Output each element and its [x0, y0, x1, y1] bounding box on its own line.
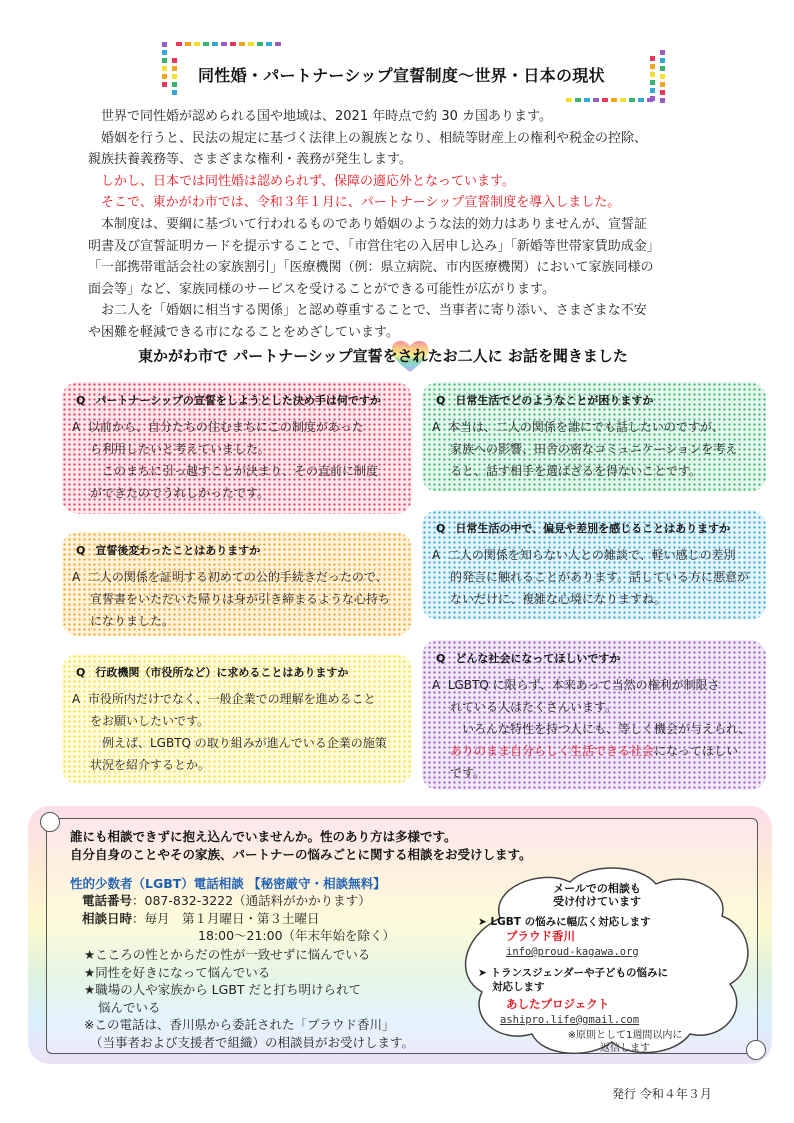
title-deco-right	[650, 56, 655, 104]
page-title: 同性婚・パートナーシップ宣誓制度～世界・日本の現状	[198, 66, 605, 85]
intro-p6b: や困難を軽減できる市になることをめざしています。	[88, 324, 399, 340]
qa-card-government	[62, 654, 412, 784]
answer: A 二人の関係を証明する初めての公的手続きだったので、 宣誓書をいただいた帰りは身が引き締まるような心持ち になりました。	[72, 570, 391, 628]
title-deco-left2	[172, 58, 177, 98]
question: Q 宣誓後変わったことはありますか	[76, 544, 261, 557]
email-link-proud[interactable]: info@proud-kagawa.org	[506, 946, 639, 958]
intro-p1: 世界で同性婚が認められる国や地域は、2021 年時点で約 30 カ国あります。	[101, 109, 552, 124]
intro-p5b: 明書及び宣誓証明カードを提示することで、「市営住宅の入居申し込み」「新婚等世帯家賃助成金」	[88, 238, 660, 254]
consult-topics: ★こころの性とからだの性が一致せずに悩んでいる ★同性を好きになって悩んでいる ★職場の人や家族から LGBT だと打ち明けられて 悩んでいる ※この電話は、香川県から委託された「プラウド香川」 （当事者および支援者で組織）の相談員がお受けします。	[84, 947, 415, 1050]
phone-info: 電話番号：087-832-3222（通話料がかかります） 相談日時：毎月 第１月曜日・第３土曜日 18:00～21:00（年末年始を除く）	[82, 893, 396, 943]
answer: A 市役所内だけでなく、一般企業での理解を進めること をお願いしたいです。 例えば、LGBTQ の取り組みが進んでいる企業の施策 状況を紹介するとか。	[72, 692, 387, 772]
question: Q パートナーシップの宣誓をしようとした決め手は何ですか	[76, 394, 381, 407]
mail-service-2: ➤ トランスジェンダーや子どもの悩みに 対応します	[478, 967, 669, 993]
question: Q 日常生活でどのようなことが困りますか	[436, 394, 654, 407]
intro-p5d: 面会等」など、家族同様のサービスを受けることができる可能性が広がります。	[88, 281, 555, 297]
intro-p6a: お二人を「婚姻に相当する関係」と認め尊重することで、当事者に寄り添い、さまざまな不安	[101, 303, 647, 319]
question: Q どんな社会になってほしいですか	[436, 652, 621, 665]
answer: A LGBTQ に限らず、本来あって当然の権利が制限さ れている人はたくさんいます。 いろんな特性を持つ人にも、等しく機会が与えられ、 ありのまま自分らしく生活できる社会になってほしい です。	[432, 678, 751, 780]
qa-card-prejudice	[422, 510, 766, 620]
qa-card-daily-trouble	[422, 382, 766, 492]
intro-p5c: 「一部携帯電話会社の家族割引」「医療機関（例：県立病院、市内医療機関）において家族同様の	[88, 260, 654, 276]
title-deco-bottom	[566, 98, 653, 102]
intro-p2b: 親族扶養義務等、さまざまな権利・義務が発生します。	[88, 152, 412, 168]
section-heading: 東かがわ市で パートナーシップ宣誓をされたお二人に お話を聞きました	[138, 347, 628, 365]
issue-date: 発行 令和４年３月	[612, 1087, 712, 1101]
question: Q 行政機関（市役所など）に求めることはありますか	[76, 666, 349, 679]
qa-card-after-oath	[62, 532, 412, 636]
reply-note: ※原則として1週間以内に 返信します	[567, 1030, 683, 1054]
intro-p3: しかし、日本では同性婚は認められず、保障の適応外となっています。	[101, 173, 515, 189]
intro-text	[88, 106, 728, 344]
consult-heading: 誰にも相談できずに抱え込んでいませんか。性のあり方は多様です。 自分自身のことやその家族、パートナーの悩みごとに関する相談をお受けします。	[70, 829, 532, 862]
answer: A 本当は、二人の関係を誰にでも話したいのですが、 家族への影響、田舎の密なコミュニケーションを考え ると、話す相手を選ばざるを得ないことです。	[432, 420, 738, 478]
scroll-curl-icon	[40, 812, 60, 832]
intro-p4: そこで、東かがわ市では、令和３年１月に、パートナーシップ宣誓制度を導入しました。	[101, 195, 621, 211]
title-deco-top	[176, 42, 281, 46]
org-ashita-project: あしたプロジェクト	[506, 997, 610, 1011]
title-deco-left	[162, 42, 167, 90]
org-proud-kagawa: プラウド香川	[506, 929, 575, 943]
title-deco-right2	[660, 50, 665, 106]
intro-p5a: 本制度は、要綱に基づいて行われるものであり婚姻のような法的効力はありませんが、宣誓証	[101, 216, 648, 232]
mail-consult-title: メールでの相談も 受け付けています	[553, 882, 641, 908]
mail-service-1: ➤ LGBT の悩みに幅広く対応します	[478, 916, 651, 928]
email-link-ashipro[interactable]: ashipro.life@gmail.com	[500, 1014, 640, 1026]
phone-number[interactable]: ：087-832-3222（通話料がかかります）	[132, 893, 371, 908]
answer: A 以前から、自分たちの住むまちにこの制度があった ら利用したいと考えていました。 このまちに引っ越すことが決まり、その直前に制度 ができたのでうれしかったです。	[72, 420, 379, 500]
question: Q 日常生活の中で、偏見や差別を感じることはありますか	[436, 522, 731, 535]
phone-service-title: 性的少数者（LGBT）電話相談 【秘密厳守・相談無料】	[70, 876, 386, 891]
intro-p2a: 婚姻を行うと、民法の規定に基づく法律上の親族となり、相続等財産上の権利や税金の控除、	[101, 130, 648, 146]
answer: A 二人の関係を知らない人との雑談で、軽い感じの差別 的発言に触れることがあります。話している方に悪意が ないだけに、複雑な心境になりますね。	[432, 548, 750, 606]
qa-card-society	[422, 640, 766, 790]
qa-card-decision	[62, 382, 412, 514]
